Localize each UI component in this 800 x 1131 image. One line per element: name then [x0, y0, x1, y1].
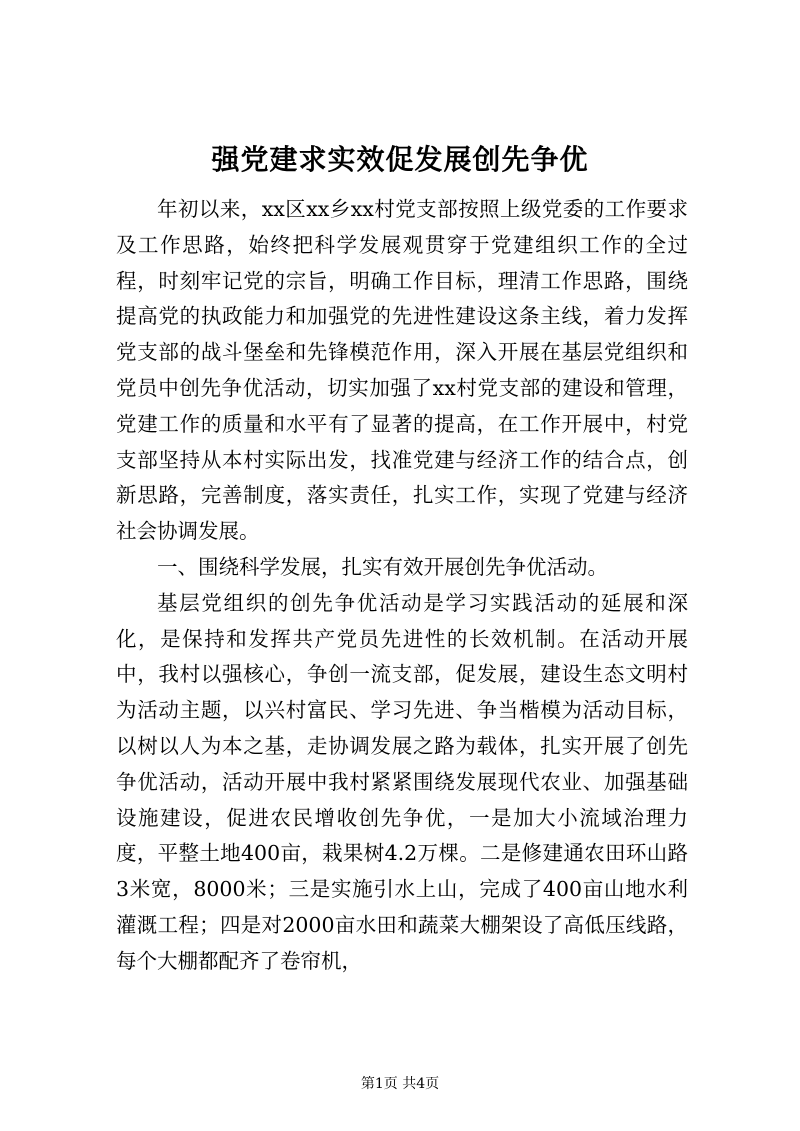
document-title: 强党建求实效促发展创先争优: [211, 143, 589, 176]
section-heading-1: 一、围绕科学发展，扎实有效开展创先争优活动。: [157, 554, 608, 579]
paragraph-section-1: 基层党组织的创先争优活动是学习实践活动的延展和深化，是保持和发挥共产党员先进性的长效机制。在活动开展中，我村以强核心，争创一流支部，促发展，建设生态文明村为活动主题，以兴村富民、学习先进、争当楷模为活动目标，以树以人为本之基，走协调发展之路为载体，扎实开展了创先争优活动，活动开展中我村紧紧围绕发展现代农业、加强基础设施建设，促进农民增收创先争优，一是加大小流域治理力度，平整土地400亩，栽果树4.2万棵。二是修建通农田环山路3米宽，8000米；三是实施引水上山，完成了400亩山地水利灌溉工程；四是对2000亩水田和蔬菜大棚架设了高低压线路，每个大棚都配齐了卷帘机，: [116, 590, 688, 973]
page-footer: 第1页 共4页: [360, 1076, 440, 1092]
paragraph-intro: 年初以来，xx区xx乡xx村党支部按照上级党委的工作要求及工作思路，始终把科学发展观贯穿于党建组织工作的全过程，时刻牢记党的宗旨，明确工作目标，理清工作思路，围绕提高党的执政能力和加强党的先进性建设这条主线，着力发挥党支部的战斗堡垒和先锋模范作用，深入开展在基层党组织和党员中创先争优活动，切实加强了xx村党支部的建设和管理，党建工作的质量和水平有了显著的提高，在工作开展中，村党支部坚持从本村实际出发，找准党建与经济工作的结合点，创新思路，完善制度，落实责任，扎实工作，实现了党建与经济社会协调发展。: [116, 197, 688, 544]
document-body: [116, 192, 688, 980]
